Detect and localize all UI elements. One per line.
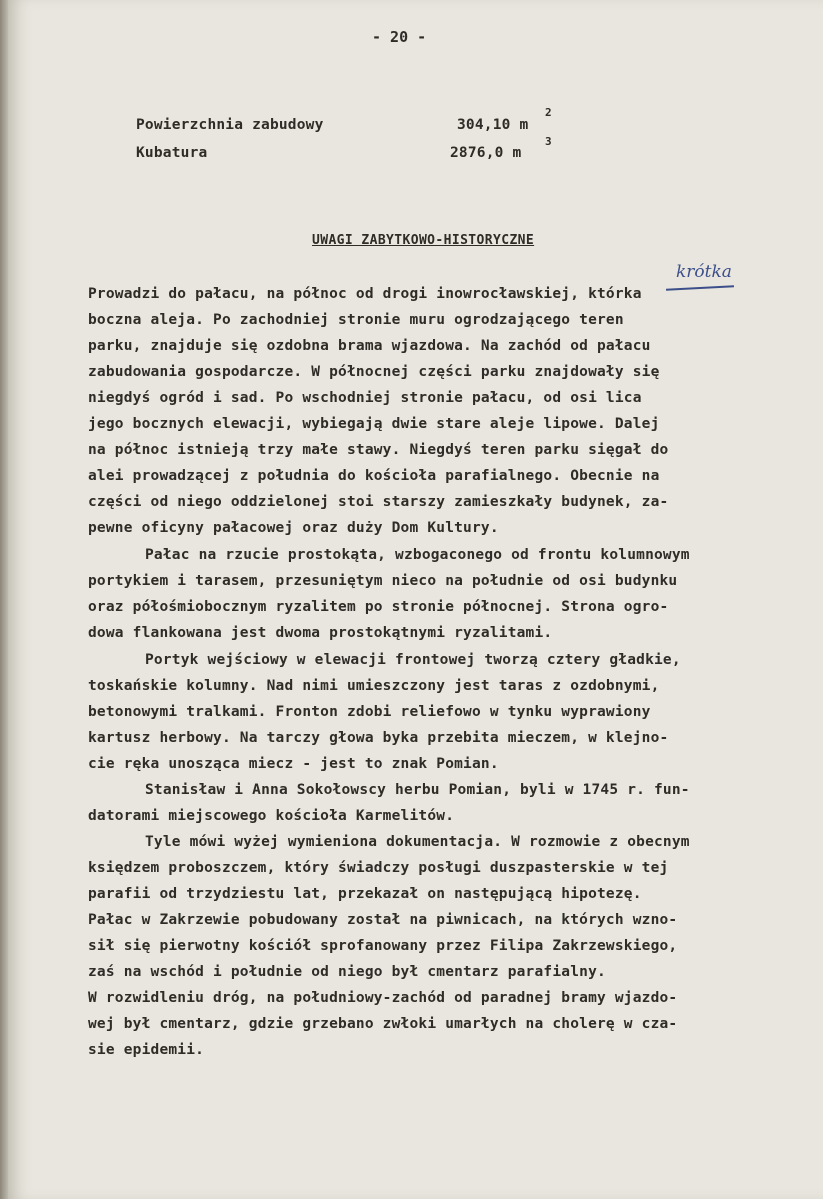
body-line: Pałac na rzucie prostokąta, wzbogaconego od frontu kolumnowym (145, 547, 690, 563)
volume-unit-superscript: 3 (545, 135, 552, 148)
body-line: betonowymi tralkami. Fronton zdobi reliefowo w tynku wyprawiony (88, 704, 651, 720)
body-line: W rozwidleniu dróg, na południowy-zachód od paradnej bramy wjazdo- (88, 990, 678, 1006)
body-line: księdzem proboszczem, który świadczy posługi duszpasterskie w tej (88, 860, 669, 876)
area-unit-superscript: 2 (545, 106, 552, 119)
area-label: Powierzchnia zabudowy (136, 117, 324, 133)
body-line: alei prowadzącej z południa do kościoła parafialnego. Obecnie na (88, 468, 660, 484)
area-value: 304,10 m (457, 117, 529, 133)
body-line: na północ istnieją trzy małe stawy. Niegdyś teren parku sięgał do (88, 442, 669, 458)
body-line: portykiem i tarasem, przesuniętym nieco na południe od osi budynku (88, 573, 678, 589)
body-line: niegdyś ogród i sad. Po wschodniej stronie pałacu, od osi lica (88, 390, 642, 406)
body-line: Portyk wejściowy w elewacji frontowej tworzą cztery gładkie, (145, 652, 681, 668)
body-line: parafii od trzydziestu lat, przekazał on następującą hipotezę. (88, 886, 642, 902)
book-spine (0, 0, 8, 1199)
body-line: wej był cmentarz, gdzie grzebano zwłoki umarłych na cholerę w cza- (88, 1016, 678, 1032)
handwritten-correction: krótka (676, 262, 732, 282)
body-line: toskańskie kolumny. Nad nimi umieszczony jest taras z ozdobnymi, (88, 678, 660, 694)
body-line: Pałac w Zakrzewie pobudowany został na piwnicach, na których wzno- (88, 912, 678, 928)
body-line: Stanisław i Anna Sokołowscy herbu Pomian, byli w 1745 r. fun- (145, 782, 690, 798)
body-line: zaś na wschód i południe od niego był cmentarz parafialny. (88, 964, 606, 980)
body-line: datorami miejscowego kościoła Karmelitów. (88, 808, 455, 824)
body-line: parku, znajduje się ozdobna brama wjazdowa. Na zachód od pałacu (88, 338, 651, 354)
body-line: zabudowania gospodarcze. W północnej części parku znajdowały się (88, 364, 660, 380)
body-line: kartusz herbowy. Na tarczy głowa byka przebita mieczem, w klejno- (88, 730, 669, 746)
section-heading: UWAGI ZABYTKOWO-HISTORYCZNE (312, 233, 535, 248)
body-line: jego bocznych elewacji, wybiegają dwie stare aleje lipowe. Dalej (88, 416, 660, 432)
page-number: - 20 - (372, 28, 427, 46)
volume-label: Kubatura (136, 145, 208, 161)
body-line: oraz półośmiobocznym ryzalitem po stronie północnej. Strona ogro- (88, 599, 669, 615)
body-line: pewne oficyny pałacowej oraz duży Dom Kultury. (88, 520, 499, 536)
body-line: Prowadzi do pałacu, na północ od drogi inowrocławskiej, którka (88, 286, 642, 302)
body-line: części od niego oddzielonej stoi starszy zamieszkały budynek, za- (88, 494, 669, 510)
body-line: cie ręka unosząca miecz - jest to znak Pomian. (88, 756, 499, 772)
volume-value: 2876,0 m (450, 145, 522, 161)
body-line: dowa flankowana jest dwoma prostokątnymi ryzalitami. (88, 625, 553, 641)
body-line: boczna aleja. Po zachodniej stronie muru ogrodzającego teren (88, 312, 624, 328)
body-line: sie epidemii. (88, 1042, 205, 1058)
body-line: sił się pierwotny kościół sprofanowany przez Filipa Zakrzewskiego, (88, 938, 678, 954)
body-line: Tyle mówi wyżej wymieniona dokumentacja. W rozmowie z obecnym (145, 834, 690, 850)
